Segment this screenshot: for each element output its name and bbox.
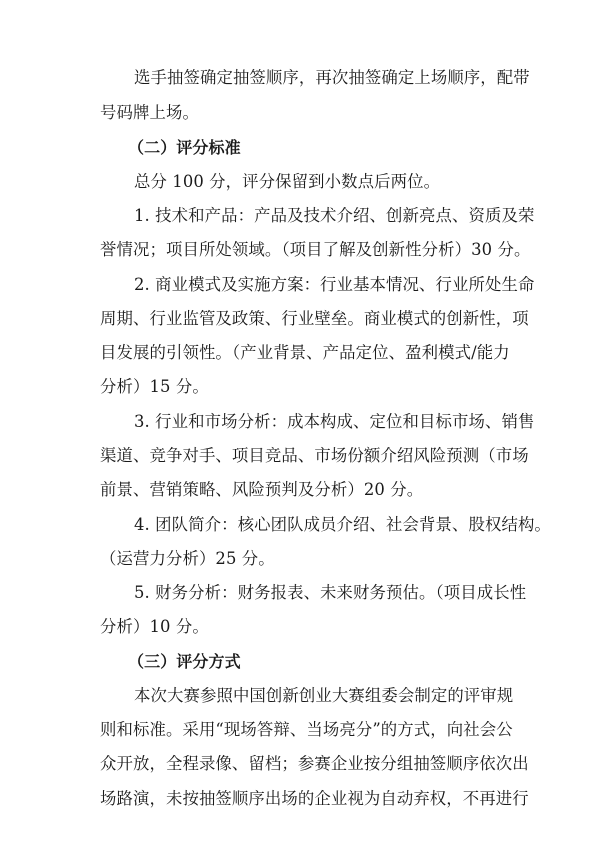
body-text-line: 场路演，未按抽签顺序出场的企业视为自动弃权，不再进行 bbox=[100, 789, 529, 808]
body-text-line: 周期、行业监管及政策、行业壁垒。商业模式的创新性，项 bbox=[100, 309, 529, 328]
body-text-line: 4. 团队简介：核心团队成员介绍、社会背景、股权结构。 bbox=[134, 515, 551, 534]
body-text-line: 总分 100 分，评分保留到小数点后两位。 bbox=[134, 172, 441, 191]
body-text-line: 号码牌上场。 bbox=[100, 103, 199, 122]
body-text-line: 5. 财务分析：财务报表、未来财务预估。（项目成长性 bbox=[134, 583, 527, 602]
body-text-line: 3. 行业和市场分析：成本构成、定位和目标市场、销售 bbox=[134, 412, 535, 431]
body-text-line: 分析）10 分。 bbox=[100, 617, 209, 636]
body-text-line: 目发展的引领性。（产业背景、产品定位、盈利模式/能力 bbox=[100, 343, 510, 362]
body-text-line: 选手抽签确定抽签顺序，再次抽签确定上场顺序，配带 bbox=[134, 68, 530, 87]
body-text-line: 渠道、竞争对手、项目竞品、市场份额介绍风险预测（市场 bbox=[100, 446, 529, 465]
body-text-line: 1. 技术和产品：产品及技术介绍、创新亮点、资质及荣 bbox=[134, 206, 535, 225]
body-text-line: 誉情况；项目所处领域。（项目了解及创新性分析）30 分。 bbox=[100, 240, 531, 259]
body-text-line: （运营力分析）25 分。 bbox=[100, 549, 275, 568]
body-text-line: 2. 商业模式及实施方案：行业基本情况、行业所处生命 bbox=[134, 275, 535, 294]
body-text-line: 则和标准。采用“现场答辩、当场亮分”的方式，向社会公 bbox=[100, 720, 513, 739]
body-text-line: 众开放，全程录像、留档；参赛企业按分组抽签顺序依次出 bbox=[100, 754, 529, 773]
body-text-line: 本次大赛参照中国创新创业大赛组委会制定的评审规 bbox=[134, 686, 514, 705]
section-heading-scoring-criteria: （二）评分标准 bbox=[128, 138, 241, 157]
section-heading-scoring-method: （三）评分方式 bbox=[128, 652, 241, 671]
body-text-line: 前景、营销策略、风险预判及分析）20 分。 bbox=[100, 480, 424, 499]
body-text-line: 分析）15 分。 bbox=[100, 377, 209, 396]
